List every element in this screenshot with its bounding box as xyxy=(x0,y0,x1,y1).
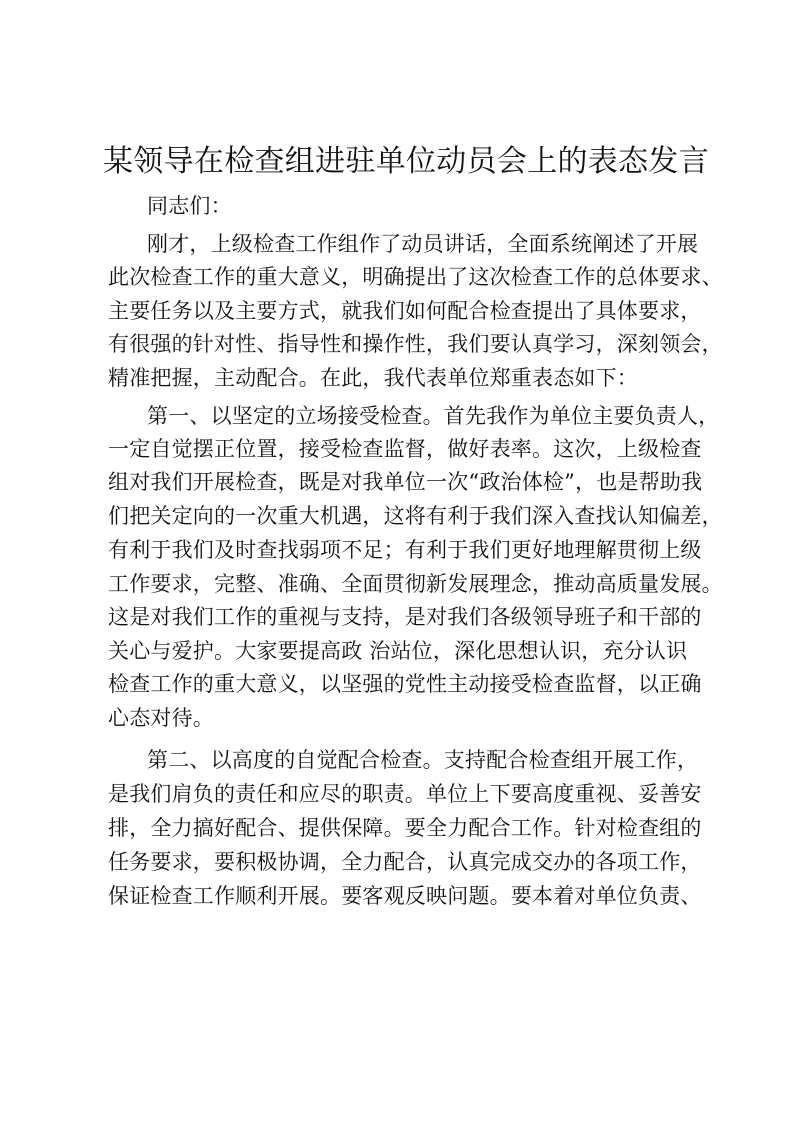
paragraph-line: 是我们肩负的责任和应尽的职责。单位上下要高度重视、妥善安 xyxy=(108,782,702,806)
paragraph-line: 第二、以高度的自觉配合检查。支持配合检查组开展工作， xyxy=(147,748,699,772)
paragraph-line: 一定自觉摆正位置，接受检查监督，做好表率。这次，上级检查 xyxy=(108,437,702,461)
paragraph-line: 工作要求，完整、准确、全面贯彻新发展理念，推动高质量发展。 xyxy=(108,572,723,596)
paragraph-line: 排，全力搞好配合、提供保障。要全力配合工作。针对检查组的 xyxy=(108,816,702,840)
paragraph-line: 刚才，上级检查工作组作了动员讲话，全面系统阐述了开展 xyxy=(147,232,699,256)
paragraph-line: 这是对我们工作的重视与支持，是对我们各级领导班子和干部的 xyxy=(108,605,702,629)
paragraph-line: 主要任务以及主要方式，就我们如何配合检查提出了具体要求， xyxy=(108,299,702,323)
paragraph-line: 精准把握，主动配合。在此，我代表单位郑重表态如下： xyxy=(108,366,638,390)
paragraph-line: 任务要求，要积极协调，全力配合，认真完成交办的各项工作， xyxy=(108,850,702,874)
paragraph-line: 组对我们开展检查，既是对我单位一次“政治体检”，也是帮助我 xyxy=(108,470,703,494)
paragraph-line: 此次检查工作的重大意义，明确提出了这次检查工作的总体要求、 xyxy=(108,265,723,289)
paragraph-line: 心态对待。 xyxy=(108,706,214,730)
paragraph-line: 保证检查工作顺利开展。要客观反映问题。要本着对单位负责、 xyxy=(108,884,702,908)
paragraph-line: 检查工作的重大意义，以坚强的党性主动接受检查监督，以正确 xyxy=(108,672,702,696)
paragraph-line: 有利于我们及时查找弱项不足；有利于我们更好地理解贯彻上级 xyxy=(108,538,702,562)
document-title: 某领导在检查组进驻单位动员会上的表态发言 xyxy=(103,144,709,179)
paragraph-line: 关心与爱护。大家要提高政 治站位，深化思想认识，充分认识 xyxy=(108,639,688,663)
salutation: 同志们： xyxy=(147,194,232,218)
paragraph-line: 有很强的针对性、指导性和操作性，我们要认真学习，深刻领会， xyxy=(108,332,723,356)
paragraph-line: 们把关定向的一次重大机遇，这将有利于我们深入查找认知偏差， xyxy=(108,504,723,528)
paragraph-line: 第一、以坚定的立场接受检查。首先我作为单位主要负责人， xyxy=(147,404,720,428)
